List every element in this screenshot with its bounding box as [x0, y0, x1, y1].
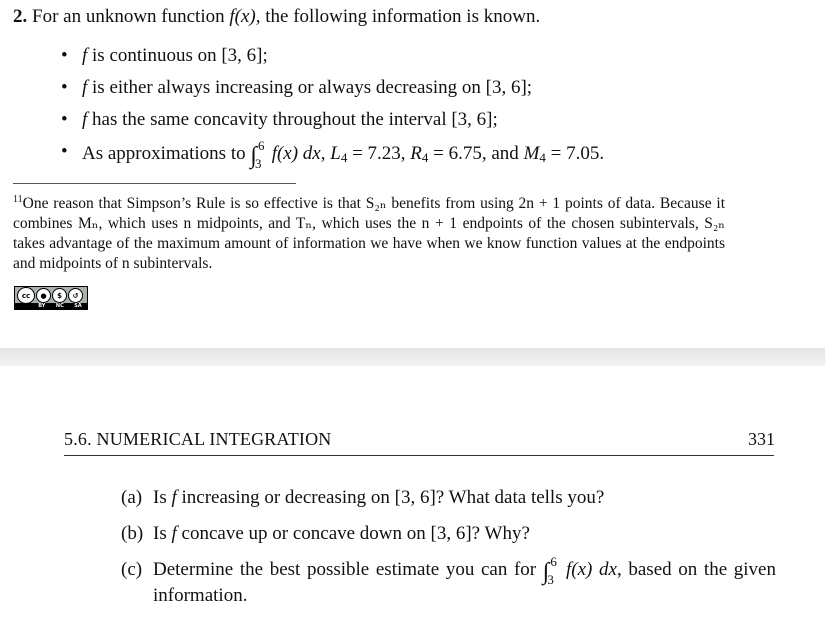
fact-continuous [58, 44, 604, 76]
license-labels [15, 303, 87, 309]
upper-limit: 6 [550, 554, 557, 569]
part-label: (a) [121, 487, 143, 508]
part-var: f [171, 487, 177, 508]
m4-value: = 7.05. [545, 143, 605, 164]
fact-text: has the same concavity throughout the interval [3, 6]; [87, 109, 498, 130]
page-separator [0, 348, 825, 366]
problem-statement [13, 6, 540, 28]
question-parts [121, 486, 776, 620]
noncommercial-icon: $ [52, 288, 67, 303]
part-c [121, 554, 776, 608]
sharealike-icon: ↺ [68, 288, 83, 303]
license-by: BY [38, 303, 46, 309]
approx-lead: As approximations to [82, 143, 251, 164]
fact-approximations: • As approximations to ∫ 6 3 f(x) dx, $L_4 = 7.23$, $R_4 = 6.75$, and $M_4 = 7.05$. [58, 140, 604, 174]
fact-var: f [82, 45, 88, 66]
l4-sub: 4 [340, 150, 348, 165]
integral-symbol: ∫ [250, 143, 257, 169]
fact-monotonic [58, 76, 604, 108]
cc-license-badge [14, 286, 88, 310]
r4-value: = 6.75, and [428, 143, 524, 164]
known-facts-list [58, 44, 604, 174]
part-text-b: increasing or decreasing on [3, 6]? What data tells you? [176, 487, 605, 508]
part-text-b: concave up or concave down on [3, 6]? Why? [176, 523, 530, 544]
footnote-text: One reason that Simpson’s Rule is so effective is that S₂ₙ benefits from using 2n + 1 points of data. Because it combines Mₙ, which uses n midpoints, and Tₙ, which uses the n + 1 endpoints of the chosen subintervals, S₂ₙ takes advantage of the maximum amount of information we have when we know function values at the endpoints and midpoints of n subintervals. [13, 195, 725, 272]
l4-label: L [330, 143, 341, 164]
cc-icon: cc [17, 287, 35, 304]
part-text-b: , based on the given information. [153, 559, 776, 606]
integrand: f(x) dx [566, 559, 617, 580]
r4-label: R [410, 143, 422, 164]
license-sa: SA [74, 303, 82, 309]
fact-text: is continuous on [3, 6]; [87, 45, 268, 66]
lower-limit: 3 [547, 572, 554, 587]
integral-limits [254, 138, 267, 171]
license-nc: NC [55, 303, 64, 309]
header-rule [64, 455, 774, 456]
m4-sub: 4 [539, 150, 546, 165]
part-text-a: Determine the best possible estimate you can for [153, 559, 543, 580]
part-text [153, 522, 776, 546]
part-text-a: Is [153, 487, 172, 508]
part-text-a: Is [153, 523, 172, 544]
part-label: (b) [121, 523, 144, 544]
page-number: 331 [748, 429, 775, 449]
part-var: f [171, 523, 177, 544]
part-a [121, 486, 776, 510]
current-page [0, 366, 825, 621]
part-text [153, 486, 776, 510]
fact-var: f [82, 109, 88, 130]
integrand: f(x) dx [271, 143, 321, 164]
footnote [13, 190, 725, 274]
problem-lead-end: , the following information is known. [255, 6, 541, 27]
problem-func: f(x) [229, 6, 256, 27]
fact-concavity [58, 108, 604, 140]
footnote-rule [13, 183, 296, 184]
integral-limits [547, 554, 559, 587]
footnote-marker: 11 [13, 194, 23, 205]
m4-label: M [523, 143, 540, 164]
part-b [121, 522, 776, 546]
problem-lead: For an unknown function [32, 6, 225, 27]
part-text [153, 554, 776, 608]
attribution-icon: ● [36, 288, 51, 303]
part-label: (c) [121, 559, 143, 580]
lower-limit: 3 [254, 156, 262, 171]
running-head: 5.6. NUMERICAL INTEGRATION [64, 429, 332, 449]
fact-text: is either always increasing or always decreasing on [3, 6]; [87, 77, 533, 98]
problem-number: 2. [13, 6, 28, 27]
r4-sub: 4 [421, 150, 429, 165]
fact-var: f [82, 77, 88, 98]
l4-value: = 7.23, [347, 143, 411, 164]
upper-limit: 6 [257, 138, 265, 153]
integral-symbol: ∫ [542, 559, 550, 585]
